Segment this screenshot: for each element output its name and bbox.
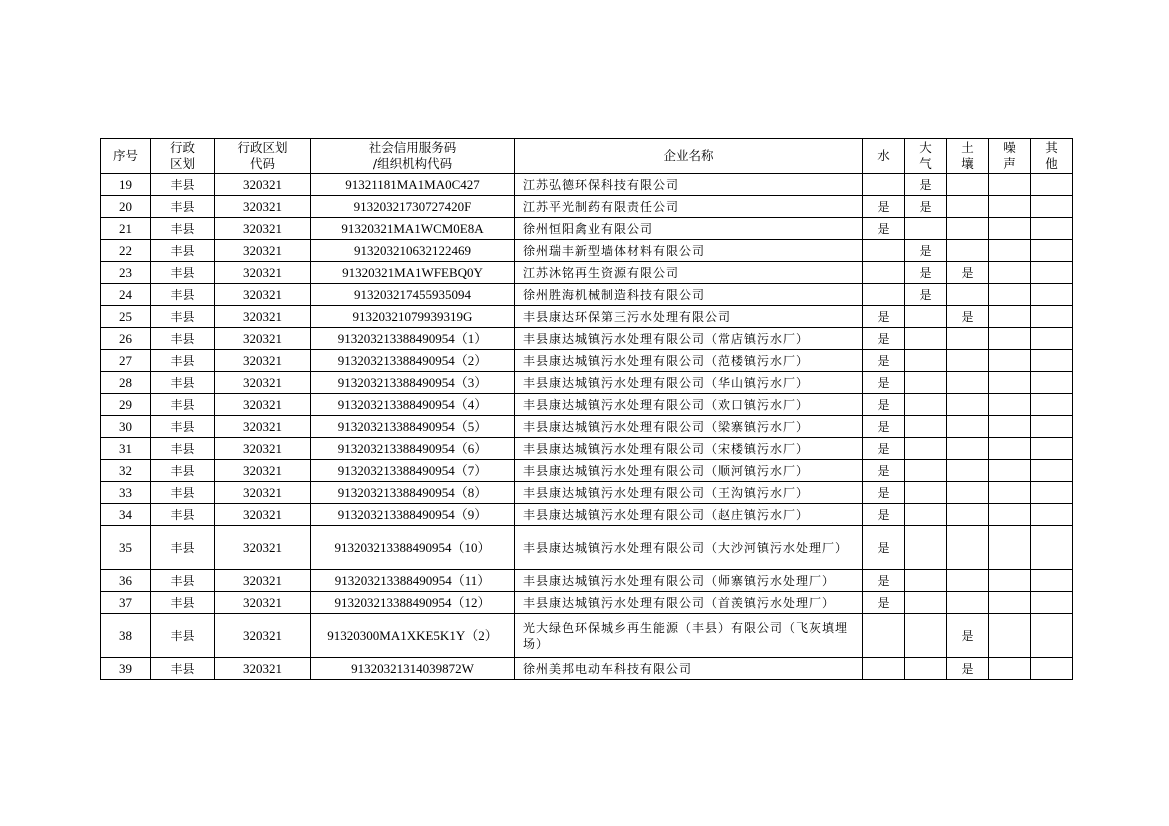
cell-seq: 30 xyxy=(101,416,151,438)
cell-region-code: 320321 xyxy=(215,438,311,460)
cell-air xyxy=(905,614,947,658)
cell-soil xyxy=(947,438,989,460)
cell-credit-code: 913203213388490954（7） xyxy=(311,460,515,482)
cell-credit-code: 913203210632122469 xyxy=(311,240,515,262)
cell-seq: 39 xyxy=(101,658,151,680)
cell-noise xyxy=(989,504,1031,526)
cell-soil xyxy=(947,592,989,614)
cell-air xyxy=(905,570,947,592)
cell-soil xyxy=(947,196,989,218)
cell-noise xyxy=(989,372,1031,394)
cell-noise xyxy=(989,262,1031,284)
cell-region: 丰县 xyxy=(151,284,215,306)
table-row xyxy=(101,438,1073,460)
cell-region-code: 320321 xyxy=(215,460,311,482)
cell-region: 丰县 xyxy=(151,262,215,284)
cell-seq: 28 xyxy=(101,372,151,394)
cell-water: 是 xyxy=(863,460,905,482)
cell-region-code: 320321 xyxy=(215,372,311,394)
header-other: 其 他 xyxy=(1031,139,1073,174)
cell-region-code: 320321 xyxy=(215,262,311,284)
cell-other xyxy=(1031,196,1073,218)
cell-region: 丰县 xyxy=(151,350,215,372)
cell-region: 丰县 xyxy=(151,614,215,658)
cell-enterprise-name: 丰县康达城镇污水处理有限公司（大沙河镇污水处理厂） xyxy=(515,526,863,570)
cell-region-code: 320321 xyxy=(215,482,311,504)
table-row xyxy=(101,262,1073,284)
cell-region-code: 320321 xyxy=(215,350,311,372)
cell-soil xyxy=(947,284,989,306)
cell-air xyxy=(905,328,947,350)
cell-soil: 是 xyxy=(947,306,989,328)
cell-region-code: 320321 xyxy=(215,306,311,328)
cell-other xyxy=(1031,372,1073,394)
cell-region-code: 320321 xyxy=(215,570,311,592)
cell-seq: 20 xyxy=(101,196,151,218)
cell-noise xyxy=(989,350,1031,372)
cell-seq: 35 xyxy=(101,526,151,570)
cell-noise xyxy=(989,284,1031,306)
cell-seq: 32 xyxy=(101,460,151,482)
cell-region: 丰县 xyxy=(151,240,215,262)
header-water: 水 xyxy=(863,139,905,174)
cell-credit-code: 913203213388490954（8） xyxy=(311,482,515,504)
cell-enterprise-name: 丰县康达城镇污水处理有限公司（赵庄镇污水厂） xyxy=(515,504,863,526)
table-row xyxy=(101,526,1073,570)
table-body xyxy=(101,174,1073,680)
header-region: 行政 区划 xyxy=(151,139,215,174)
cell-air xyxy=(905,504,947,526)
cell-noise xyxy=(989,482,1031,504)
cell-soil xyxy=(947,570,989,592)
table-row xyxy=(101,350,1073,372)
table-row xyxy=(101,614,1073,658)
cell-enterprise-name: 江苏沐铭再生资源有限公司 xyxy=(515,262,863,284)
cell-credit-code: 913203213388490954（4） xyxy=(311,394,515,416)
cell-noise xyxy=(989,196,1031,218)
table-row xyxy=(101,504,1073,526)
cell-enterprise-name: 徐州恒阳禽业有限公司 xyxy=(515,218,863,240)
cell-credit-code: 91320300MA1XKE5K1Y（2） xyxy=(311,614,515,658)
cell-other xyxy=(1031,460,1073,482)
cell-seq: 34 xyxy=(101,504,151,526)
table-row xyxy=(101,592,1073,614)
cell-noise xyxy=(989,306,1031,328)
cell-seq: 38 xyxy=(101,614,151,658)
cell-region: 丰县 xyxy=(151,416,215,438)
cell-credit-code: 913203213388490954（9） xyxy=(311,504,515,526)
cell-water: 是 xyxy=(863,526,905,570)
cell-region: 丰县 xyxy=(151,526,215,570)
cell-credit-code: 913203213388490954（3） xyxy=(311,372,515,394)
cell-soil xyxy=(947,218,989,240)
table-row xyxy=(101,460,1073,482)
cell-seq: 29 xyxy=(101,394,151,416)
cell-soil: 是 xyxy=(947,262,989,284)
cell-air xyxy=(905,372,947,394)
cell-water: 是 xyxy=(863,350,905,372)
cell-soil xyxy=(947,350,989,372)
cell-enterprise-name: 丰县康达城镇污水处理有限公司（王沟镇污水厂） xyxy=(515,482,863,504)
cell-water: 是 xyxy=(863,306,905,328)
cell-other xyxy=(1031,350,1073,372)
cell-air: 是 xyxy=(905,240,947,262)
cell-other xyxy=(1031,504,1073,526)
cell-soil xyxy=(947,460,989,482)
table-row xyxy=(101,284,1073,306)
cell-water: 是 xyxy=(863,218,905,240)
cell-air xyxy=(905,350,947,372)
cell-enterprise-name: 丰县康达城镇污水处理有限公司（顺河镇污水厂） xyxy=(515,460,863,482)
cell-water xyxy=(863,262,905,284)
cell-air: 是 xyxy=(905,284,947,306)
cell-water: 是 xyxy=(863,592,905,614)
cell-other xyxy=(1031,482,1073,504)
cell-credit-code: 913203213388490954（11） xyxy=(311,570,515,592)
cell-soil xyxy=(947,482,989,504)
cell-region: 丰县 xyxy=(151,372,215,394)
cell-air xyxy=(905,592,947,614)
cell-credit-code: 913203213388490954（2） xyxy=(311,350,515,372)
cell-region: 丰县 xyxy=(151,482,215,504)
cell-noise xyxy=(989,460,1031,482)
cell-credit-code: 913203213388490954（5） xyxy=(311,416,515,438)
cell-seq: 33 xyxy=(101,482,151,504)
cell-seq: 25 xyxy=(101,306,151,328)
cell-region: 丰县 xyxy=(151,218,215,240)
cell-credit-code: 91321181MA1MA0C427 xyxy=(311,174,515,196)
cell-enterprise-name: 徐州美邦电动车科技有限公司 xyxy=(515,658,863,680)
cell-air: 是 xyxy=(905,174,947,196)
cell-other xyxy=(1031,438,1073,460)
cell-enterprise-name: 丰县康达城镇污水处理有限公司（梁寨镇污水厂） xyxy=(515,416,863,438)
cell-enterprise-name: 丰县康达城镇污水处理有限公司（首羡镇污水处理厂） xyxy=(515,592,863,614)
table-row xyxy=(101,174,1073,196)
cell-water: 是 xyxy=(863,482,905,504)
cell-noise xyxy=(989,328,1031,350)
cell-region: 丰县 xyxy=(151,306,215,328)
cell-enterprise-name: 丰县康达环保第三污水处理有限公司 xyxy=(515,306,863,328)
cell-credit-code: 913203213388490954（6） xyxy=(311,438,515,460)
cell-air: 是 xyxy=(905,262,947,284)
cell-soil xyxy=(947,526,989,570)
table-row xyxy=(101,570,1073,592)
cell-soil xyxy=(947,328,989,350)
cell-air: 是 xyxy=(905,196,947,218)
cell-soil xyxy=(947,394,989,416)
cell-region-code: 320321 xyxy=(215,504,311,526)
cell-water: 是 xyxy=(863,372,905,394)
table-row xyxy=(101,482,1073,504)
cell-other xyxy=(1031,394,1073,416)
cell-noise xyxy=(989,438,1031,460)
cell-enterprise-name: 江苏弘德环保科技有限公司 xyxy=(515,174,863,196)
cell-credit-code: 91320321730727420F xyxy=(311,196,515,218)
cell-seq: 19 xyxy=(101,174,151,196)
cell-credit-code: 913203213388490954（12） xyxy=(311,592,515,614)
cell-credit-code: 91320321MA1WFEBQ0Y xyxy=(311,262,515,284)
cell-seq: 24 xyxy=(101,284,151,306)
header-region-code: 行政区划 代码 xyxy=(215,139,311,174)
cell-water: 是 xyxy=(863,394,905,416)
cell-region-code: 320321 xyxy=(215,196,311,218)
cell-region-code: 320321 xyxy=(215,592,311,614)
cell-noise xyxy=(989,614,1031,658)
cell-water: 是 xyxy=(863,504,905,526)
cell-enterprise-name: 丰县康达城镇污水处理有限公司（范楼镇污水厂） xyxy=(515,350,863,372)
cell-soil xyxy=(947,240,989,262)
cell-seq: 23 xyxy=(101,262,151,284)
cell-other xyxy=(1031,240,1073,262)
cell-noise xyxy=(989,658,1031,680)
table-row xyxy=(101,372,1073,394)
table-row xyxy=(101,394,1073,416)
cell-enterprise-name: 光大绿色环保城乡再生能源（丰县）有限公司（飞灰填埋场） xyxy=(515,614,863,658)
cell-noise xyxy=(989,240,1031,262)
table-row xyxy=(101,658,1073,680)
cell-soil xyxy=(947,416,989,438)
cell-air xyxy=(905,482,947,504)
cell-region-code: 320321 xyxy=(215,394,311,416)
header-credit-code: 社会信用服务码 /组织机构代码 xyxy=(311,139,515,174)
cell-other xyxy=(1031,592,1073,614)
cell-credit-code: 913203213388490954（1） xyxy=(311,328,515,350)
table-header-row xyxy=(101,139,1073,174)
cell-region: 丰县 xyxy=(151,394,215,416)
cell-other xyxy=(1031,174,1073,196)
cell-air xyxy=(905,394,947,416)
cell-water: 是 xyxy=(863,328,905,350)
cell-seq: 22 xyxy=(101,240,151,262)
table-row xyxy=(101,196,1073,218)
cell-seq: 21 xyxy=(101,218,151,240)
header-soil: 土 壤 xyxy=(947,139,989,174)
cell-enterprise-name: 丰县康达城镇污水处理有限公司（宋楼镇污水厂） xyxy=(515,438,863,460)
cell-region-code: 320321 xyxy=(215,416,311,438)
cell-air xyxy=(905,526,947,570)
cell-soil xyxy=(947,504,989,526)
cell-region: 丰县 xyxy=(151,438,215,460)
table-row xyxy=(101,306,1073,328)
table-row xyxy=(101,240,1073,262)
cell-other xyxy=(1031,218,1073,240)
cell-noise xyxy=(989,218,1031,240)
header-air: 大 气 xyxy=(905,139,947,174)
cell-noise xyxy=(989,416,1031,438)
cell-credit-code: 913203213388490954（10） xyxy=(311,526,515,570)
cell-region: 丰县 xyxy=(151,460,215,482)
table-row xyxy=(101,416,1073,438)
cell-enterprise-name: 徐州瑞丰新型墙体材料有限公司 xyxy=(515,240,863,262)
cell-region: 丰县 xyxy=(151,196,215,218)
cell-credit-code: 91320321314039872W xyxy=(311,658,515,680)
cell-other xyxy=(1031,328,1073,350)
header-noise: 噪 声 xyxy=(989,139,1031,174)
cell-other xyxy=(1031,658,1073,680)
header-enterprise-name: 企业名称 xyxy=(515,139,863,174)
cell-water: 是 xyxy=(863,196,905,218)
cell-region-code: 320321 xyxy=(215,658,311,680)
cell-seq: 37 xyxy=(101,592,151,614)
cell-other xyxy=(1031,614,1073,658)
cell-water xyxy=(863,284,905,306)
cell-credit-code: 91320321079939319G xyxy=(311,306,515,328)
cell-seq: 27 xyxy=(101,350,151,372)
cell-noise xyxy=(989,174,1031,196)
table-row xyxy=(101,328,1073,350)
cell-region: 丰县 xyxy=(151,592,215,614)
cell-region-code: 320321 xyxy=(215,614,311,658)
cell-soil: 是 xyxy=(947,658,989,680)
cell-seq: 36 xyxy=(101,570,151,592)
cell-water xyxy=(863,658,905,680)
cell-credit-code: 913203217455935094 xyxy=(311,284,515,306)
cell-soil xyxy=(947,174,989,196)
cell-enterprise-name: 丰县康达城镇污水处理有限公司（常店镇污水厂） xyxy=(515,328,863,350)
cell-region-code: 320321 xyxy=(215,240,311,262)
cell-region: 丰县 xyxy=(151,658,215,680)
cell-region-code: 320321 xyxy=(215,174,311,196)
cell-water: 是 xyxy=(863,570,905,592)
cell-region: 丰县 xyxy=(151,504,215,526)
cell-water: 是 xyxy=(863,438,905,460)
cell-water xyxy=(863,240,905,262)
cell-region: 丰县 xyxy=(151,328,215,350)
cell-other xyxy=(1031,284,1073,306)
table-row xyxy=(101,218,1073,240)
cell-air xyxy=(905,306,947,328)
cell-noise xyxy=(989,394,1031,416)
cell-enterprise-name: 徐州胜海机械制造科技有限公司 xyxy=(515,284,863,306)
cell-region-code: 320321 xyxy=(215,218,311,240)
cell-air xyxy=(905,460,947,482)
cell-region-code: 320321 xyxy=(215,328,311,350)
cell-air xyxy=(905,438,947,460)
cell-water xyxy=(863,614,905,658)
cell-region: 丰县 xyxy=(151,174,215,196)
cell-air xyxy=(905,416,947,438)
cell-air xyxy=(905,658,947,680)
cell-other xyxy=(1031,306,1073,328)
cell-other xyxy=(1031,262,1073,284)
cell-noise xyxy=(989,592,1031,614)
header-seq: 序号 xyxy=(101,139,151,174)
cell-water xyxy=(863,174,905,196)
enterprise-table xyxy=(100,138,1073,680)
cell-air xyxy=(905,218,947,240)
cell-region-code: 320321 xyxy=(215,526,311,570)
cell-region-code: 320321 xyxy=(215,284,311,306)
cell-soil: 是 xyxy=(947,614,989,658)
cell-seq: 26 xyxy=(101,328,151,350)
cell-enterprise-name: 丰县康达城镇污水处理有限公司（欢口镇污水厂） xyxy=(515,394,863,416)
cell-noise xyxy=(989,526,1031,570)
cell-enterprise-name: 丰县康达城镇污水处理有限公司（师寨镇污水处理厂） xyxy=(515,570,863,592)
cell-credit-code: 91320321MA1WCM0E8A xyxy=(311,218,515,240)
cell-soil xyxy=(947,372,989,394)
cell-water: 是 xyxy=(863,416,905,438)
cell-other xyxy=(1031,526,1073,570)
cell-seq: 31 xyxy=(101,438,151,460)
cell-other xyxy=(1031,416,1073,438)
cell-enterprise-name: 江苏平光制药有限责任公司 xyxy=(515,196,863,218)
cell-noise xyxy=(989,570,1031,592)
cell-enterprise-name: 丰县康达城镇污水处理有限公司（华山镇污水厂） xyxy=(515,372,863,394)
cell-other xyxy=(1031,570,1073,592)
cell-region: 丰县 xyxy=(151,570,215,592)
